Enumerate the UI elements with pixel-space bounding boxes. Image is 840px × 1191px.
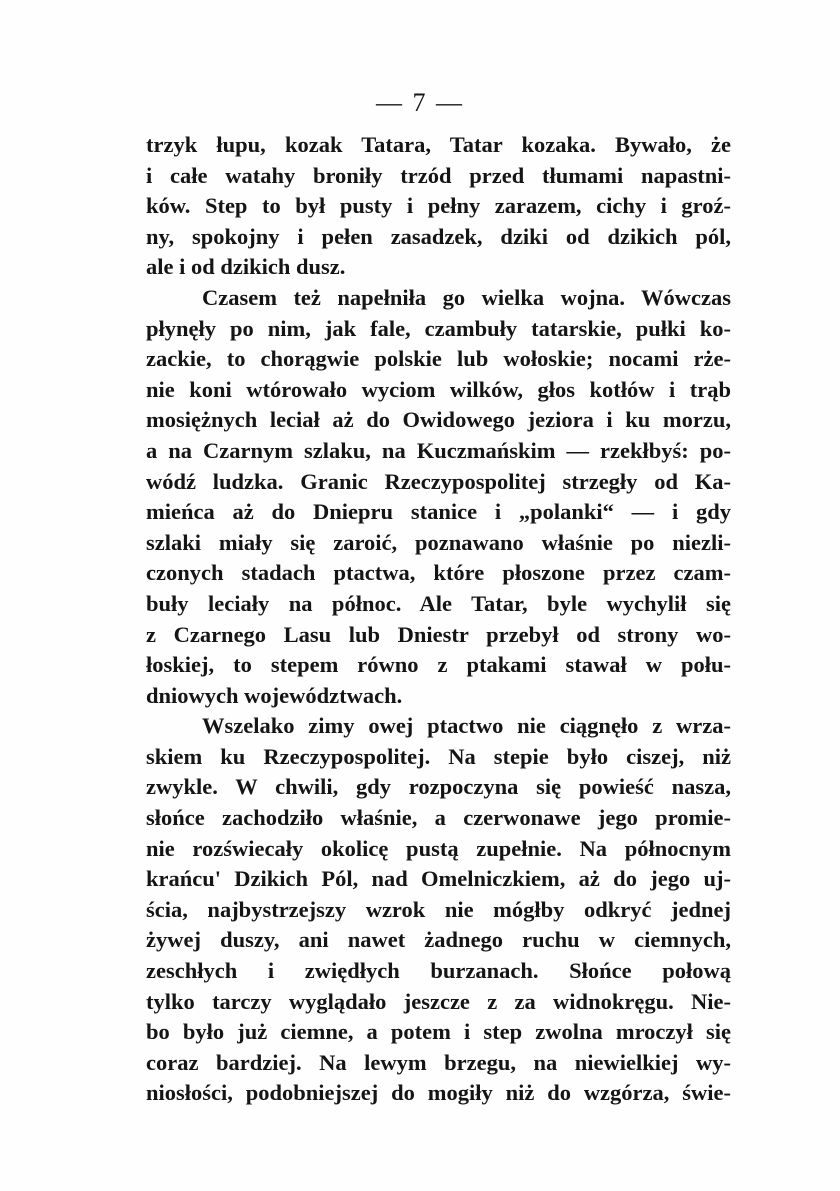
text-line: a na Czarnym szlaku, na Kuczmańskim — rzekłbyś: po- <box>146 437 731 463</box>
text-line: ny, spokojny i pełen zasadzek, dziki od dzikich pól, <box>146 223 731 249</box>
text-line: mieńca aż do Dniepru stanice i „polanki“ — i gdy <box>146 499 731 525</box>
text-line: żywej duszy, ani nawet żadnego ruchu w ciemnych, <box>146 927 731 953</box>
text-line: nie koni wtórowało wyciom wilków, głos kotłów i trąb <box>146 376 731 402</box>
text-line: łoskiej, to stepem równo z ptakami stawał w połu- <box>146 652 731 678</box>
body-text <box>146 130 731 1109</box>
text-line: bo było już ciemne, a potem i step zwolna mroczył się <box>146 1019 731 1045</box>
text-line: buły leciały na północ. Ale Tatar, byle wychylił się <box>146 590 731 616</box>
text-line: mosiężnych leciał aż do Owidowego jeziora i ku morzu, <box>146 407 731 433</box>
text-line: coraz bardziej. Na lewym brzegu, na niewielkiej wy- <box>146 1049 731 1075</box>
text-line: tylko tarczy wyglądało jeszcze z za widnokręgu. Nie- <box>146 988 731 1014</box>
page-number-header: — 7 — <box>376 88 464 117</box>
text-line: ków. Step to był pusty i pełny zarazem, cichy i groź- <box>146 193 731 219</box>
text-line: wódź ludzka. Granic Rzeczypospolitej strzegły od Ka- <box>146 468 731 494</box>
text-line: Wszelako zimy owej ptactwo nie ciągnęło z wrza- <box>202 713 731 739</box>
text-line: i całe watahy broniły trzód przed tłumami napastni- <box>146 162 731 188</box>
text-line: szlaki miały się zaroić, poznawano właśnie po niezli- <box>146 529 731 555</box>
text-line: z Czarnego Lasu lub Dniestr przebył od strony wo- <box>146 621 731 647</box>
text-line: skiem ku Rzeczypospolitej. Na stepie było ciszej, niż <box>146 743 731 769</box>
text-line: ścia, najbystrzejszy wzrok nie mógłby odkryć jednej <box>146 896 731 922</box>
text-line: krańcu' Dzikich Pól, nad Omelniczkiem, aż do jego uj- <box>146 866 731 892</box>
text-line: zackie, to chorągwie polskie lub wołoskie; nocami rże- <box>146 346 731 372</box>
text-line: czonych stadach ptactwa, które płoszone przez czam- <box>146 560 731 586</box>
text-line: płynęły po nim, jak fale, czambuły tatarskie, pułki ko- <box>146 315 731 341</box>
text-line: dniowych województwach. <box>146 682 403 708</box>
text-line: ale i od dzikich dusz. <box>146 254 346 280</box>
text-line: zwykle. W chwili, gdy rozpoczyna się powieść nasza, <box>146 774 731 800</box>
text-line: nie rozświecały okolicę pustą zupełnie. Na północnym <box>146 835 731 861</box>
text-line: zeschłych i zwiędłych burzanach. Słońce połową <box>146 958 731 984</box>
text-line: słońce zachodziło właśnie, a czerwonawe jego promie- <box>146 805 731 831</box>
text-line: trzyk łupu, kozak Tatara, Tatar kozaka. Bywało, że <box>146 132 731 157</box>
text-line: Czasem też napełniła go wielka wojna. Wówczas <box>202 284 731 310</box>
text-line: niosłości, podobniejszej do mogiły niż do wzgórza, świe- <box>146 1080 731 1106</box>
